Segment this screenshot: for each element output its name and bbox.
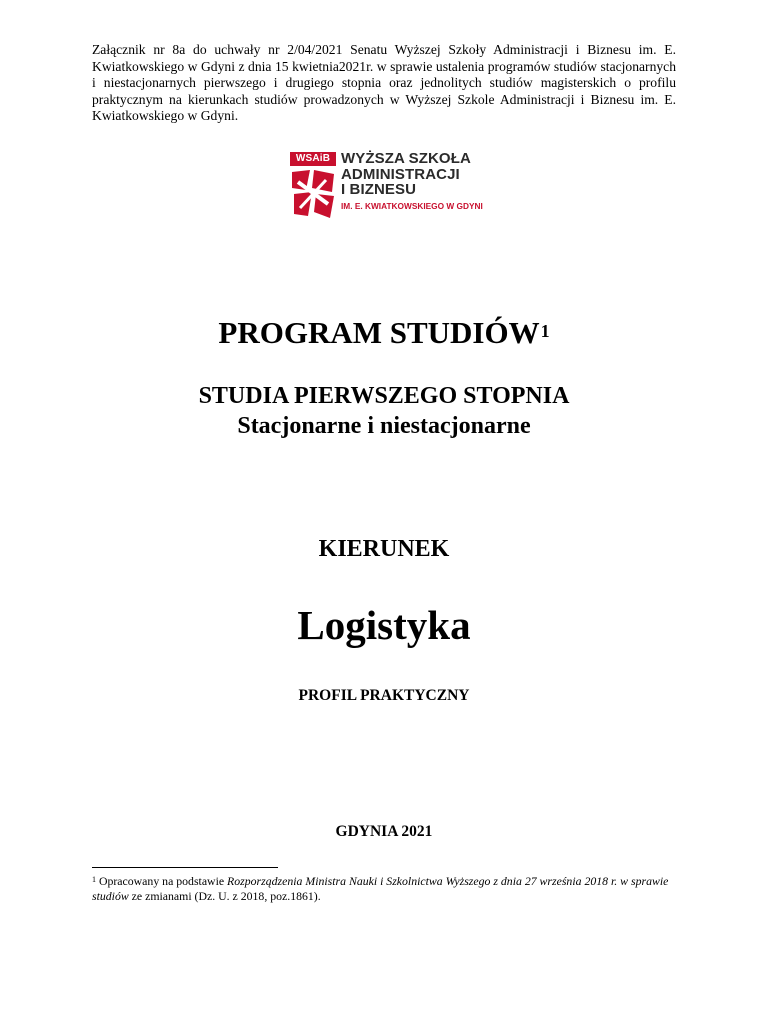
logo-emblem [290, 152, 336, 220]
logo-mark-icon [290, 168, 336, 220]
footnote-regulation: Rozporządzenia Ministra Nauki i Szkolnictwa Wyższego z dnia 27 września 2018 r. w sprawie studiów [92, 874, 669, 903]
footnote [92, 874, 692, 903]
university-logo [290, 152, 490, 222]
footnote-text-1: Opracowany na podstawie [96, 874, 228, 888]
footnote-mark: 1 [92, 875, 96, 884]
logo-line-3: I BIZNESU [341, 181, 417, 198]
profile-label: PROFIL PRAKTYCZNY [298, 687, 470, 704]
study-mode: Stacjonarne i niestacjonarne [237, 413, 531, 439]
field-name: Logistyka [297, 602, 471, 648]
logo-badge: WSAiB [290, 152, 336, 166]
footnote-text-2: ze zmianami (Dz. U. z 2018, poz.1861). [128, 888, 321, 903]
title-footnote-mark: 1 [540, 321, 550, 341]
logo-subline: IM. E. KWIATKOWSKIEGO W GDYNI [341, 200, 483, 211]
logo-line-2: ADMINISTRACJI [341, 165, 460, 183]
program-title [0, 313, 768, 353]
attachment-note: Załącznik nr 8a do uchwały nr 2/04/2021 Senatu Wyższej Szkoły Administracji i Biznesu im. E. Kwiatkowskiego w Gdyni z dnia 15 kwietnia2021r. w sprawie ustalenia programów studiów stacjonarnych i niestacjonarnych pierwszego i drugiego stopnia oraz jednolitych studiów magisterskich o profilu praktycznym na kierunkach studiów prowadzonych w Wyższej Szkole Administracji i Biznesu im. E. Kwiatkowskiego w Gdyni. [92, 42, 676, 124]
logo-wordmark [341, 151, 501, 211]
program-title-text: PROGRAM STUDIÓW [218, 315, 540, 350]
logo-line-1: WYŻSZA SZKOŁA [341, 150, 471, 167]
place-year: GDYNIA 2021 [335, 823, 433, 840]
footnote-separator [92, 867, 278, 868]
field-label: KIERUNEK [318, 536, 450, 562]
study-level: STUDIA PIERWSZEGO STOPNIA [198, 383, 570, 409]
